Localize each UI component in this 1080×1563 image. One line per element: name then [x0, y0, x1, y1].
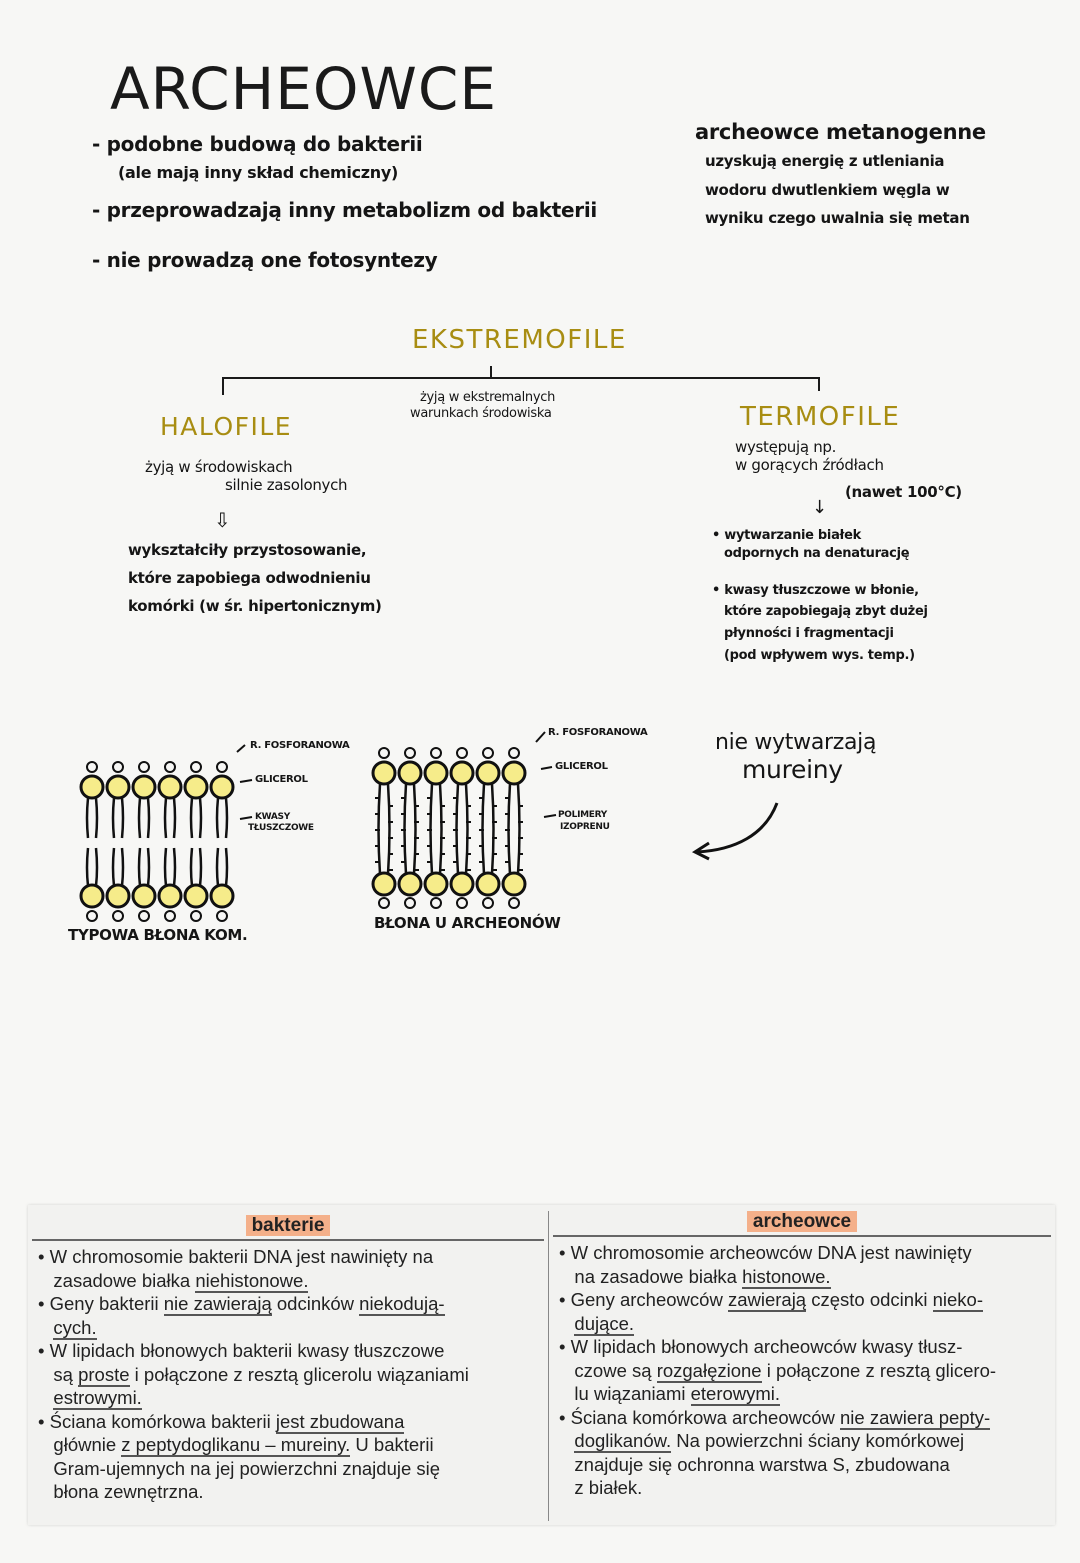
comparison-line — [559, 1453, 1049, 1477]
text-segment: • W chromosomie bakterii DNA jest nawinięty na — [38, 1246, 434, 1267]
comparison-line — [38, 1245, 542, 1269]
text-segment: • Ściana komórkowa archeowców — [559, 1406, 841, 1428]
termofile-bullet: • kwasy tłuszczowe w błonie, — [712, 583, 919, 598]
termofile-bullet: płynności i fragmentacji — [724, 626, 894, 641]
label-pointer-arrow — [240, 780, 252, 782]
phosphate-head — [113, 762, 123, 772]
comparison-line — [38, 1316, 542, 1340]
text-segment: • W lipidach błonowych archeowców kwasy tłusz- — [559, 1336, 963, 1357]
fatty-acid-tail — [191, 848, 201, 886]
tree-left-leg — [222, 377, 224, 395]
intro-bullet: - nie prowadzą one fotosyntezy — [92, 248, 438, 272]
comparison-line — [38, 1339, 542, 1363]
typical-label-fatty-acids: TŁUSZCZOWE — [248, 823, 314, 833]
text-segment: Na powierzchni ściany komórkowej — [671, 1430, 965, 1451]
glycerol-head — [185, 776, 207, 798]
text-segment: często odcinki — [806, 1289, 933, 1310]
archaeal-membrane-caption: BŁONA U ARCHEONÓW — [374, 914, 561, 932]
halofile-habitat: silnie zasolonych — [225, 476, 348, 494]
bakterie-header: bakterie — [246, 1215, 331, 1236]
label-pointer-arrow — [237, 745, 245, 752]
mureina-note: nie wytwarzają — [715, 730, 877, 755]
phosphate-head — [405, 898, 415, 908]
methyl-branch — [375, 862, 393, 870]
glycerol-head — [399, 873, 421, 895]
termofile-bullet: • wytwarzanie białek — [712, 528, 861, 543]
fatty-acid-tail — [217, 848, 227, 886]
archaeal-label-isoprene: POLIMERY — [558, 810, 607, 820]
glycerol-head — [503, 873, 525, 895]
comparison-line — [38, 1292, 542, 1316]
comparison-line — [559, 1359, 1049, 1383]
methyl-branch — [427, 862, 445, 870]
text-segment: i połączone z resztą glicerolu wiązaniami — [129, 1363, 469, 1385]
termofile-temp: (nawet 100°C) — [845, 483, 962, 501]
text-segment: Gram-ujemnych na jej powierzchni znajduje się — [38, 1457, 441, 1479]
label-pointer-arrow — [536, 732, 545, 742]
isoprene-chain — [379, 784, 390, 874]
text-segment: są — [38, 1363, 79, 1385]
phosphate-head — [431, 748, 441, 758]
intro-note: (ale mają inny skład chemiczny) — [118, 163, 399, 182]
text-segment: na zasadowe białka — [559, 1265, 743, 1287]
comparison-line — [559, 1265, 1049, 1289]
glycerol-head — [451, 873, 473, 895]
glycerol-head — [211, 776, 233, 798]
phosphate-head — [405, 748, 415, 758]
phosphate-head — [379, 748, 389, 758]
metanogenne-line: wyniku czego uwalnia się metan — [705, 209, 970, 227]
glycerol-head — [159, 776, 181, 798]
text-segment: U bakterii — [350, 1434, 434, 1455]
methyl-branch — [479, 862, 497, 870]
text-segment — [38, 1387, 53, 1408]
text-segment: odcinków — [271, 1293, 360, 1314]
text-segment: czowe są — [559, 1359, 657, 1381]
underlined-text: histonowe. — [742, 1265, 831, 1287]
phosphate-head — [483, 748, 493, 758]
underlined-text: cych. — [53, 1316, 97, 1338]
phosphate-head — [87, 911, 97, 921]
membrane-diagrams — [0, 720, 700, 960]
comparison-line — [559, 1429, 1049, 1453]
underlined-text: zawierają — [727, 1289, 807, 1310]
methyl-branch — [505, 862, 523, 870]
methyl-branch — [401, 862, 419, 870]
glycerol-head — [373, 762, 395, 784]
underlined-text: nieko- — [932, 1289, 983, 1310]
glycerol-head — [159, 885, 181, 907]
text-segment: • Geny bakterii — [38, 1293, 164, 1314]
underlined-text: niehistonowe. — [195, 1269, 309, 1291]
fatty-acid-tail — [165, 798, 175, 838]
comparison-line — [38, 1386, 542, 1410]
underlined-text: eterowymi. — [690, 1383, 781, 1404]
glycerol-head — [81, 885, 103, 907]
comparison-line — [38, 1480, 542, 1504]
text-segment: znajduje się ochronna warstwa S, zbudowana — [559, 1453, 950, 1475]
text-segment — [559, 1313, 574, 1334]
phosphate-head — [165, 762, 175, 772]
halofile-adaptation: wykształciły przystosowanie, — [128, 541, 367, 559]
glycerol-head — [211, 885, 233, 907]
phosphate-head — [191, 762, 201, 772]
phosphate-head — [457, 898, 467, 908]
fatty-acid-tail — [113, 848, 123, 886]
isoprene-chain — [509, 784, 520, 874]
archaeal-label-glycerol: GLICEROL — [555, 761, 608, 772]
archaeal-label-phosphate: R. FOSFORANOWA — [548, 727, 648, 738]
halofile-adaptation: komórki (w śr. hipertonicznym) — [128, 597, 382, 615]
phosphate-head — [113, 911, 123, 921]
underlined-text: jest zbudowana — [275, 1410, 405, 1432]
underlined-text: estrowymi. — [53, 1387, 142, 1408]
comparison-line — [559, 1382, 1049, 1406]
bakterie-list — [38, 1245, 542, 1504]
label-pointer-arrow — [541, 767, 552, 769]
ekstremofile-description: żyją w ekstremalnych — [420, 390, 556, 405]
termofile-habitat: w gorących źródłach — [735, 456, 884, 474]
curved-arrow-icon — [685, 795, 795, 865]
text-segment: i połączone z resztą glicero- — [761, 1359, 997, 1381]
text-segment: zasadowe białka — [38, 1269, 196, 1291]
comparison-line — [38, 1433, 542, 1457]
phosphate-head — [379, 898, 389, 908]
tree-right-leg — [818, 377, 820, 391]
phosphate-head — [191, 911, 201, 921]
comparison-line — [38, 1363, 542, 1387]
termofile-habitat: występują np. — [735, 438, 837, 456]
termofile-heading: TERMOFILE — [740, 402, 901, 432]
header-rule — [32, 1239, 544, 1241]
metanogenne-line: wodoru dwutlenkiem węgla w — [705, 181, 950, 199]
underlined-text: z peptydoglikanu – mureiny. — [121, 1434, 351, 1455]
phosphate-head — [431, 898, 441, 908]
glycerol-head — [107, 885, 129, 907]
text-segment: • Ściana komórkowa bakterii — [38, 1410, 276, 1432]
arrow-down-icon: ↓ — [812, 497, 827, 518]
fatty-acid-tail — [165, 848, 175, 886]
text-segment: błona zewnętrzna. — [38, 1481, 204, 1502]
halofile-heading: HALOFILE — [160, 412, 293, 441]
text-segment: • W lipidach błonowych bakterii kwasy tłuszczowe — [38, 1340, 445, 1361]
text-segment — [559, 1430, 574, 1451]
glycerol-head — [477, 873, 499, 895]
halofile-adaptation: które zapobiega odwodnieniu — [128, 569, 371, 587]
underlined-text: nie zawiera pepty- — [840, 1406, 991, 1428]
fatty-acid-tail — [217, 798, 227, 838]
termofile-bullet: które zapobiegają zbyt dużej — [724, 604, 928, 619]
termofile-bullet: odpornych na denaturację — [724, 546, 910, 561]
phosphate-head — [509, 898, 519, 908]
text-segment: • Geny archeowców — [559, 1289, 728, 1310]
fatty-acid-tail — [87, 798, 97, 838]
text-segment: lu wiązaniami — [559, 1383, 691, 1404]
typical-label-fatty-acids: KWASY — [255, 812, 290, 822]
fatty-acid-tail — [87, 848, 97, 886]
underlined-text: proste — [78, 1363, 130, 1385]
phosphate-head — [483, 898, 493, 908]
halofile-habitat: żyją w środowiskach — [145, 458, 293, 476]
glycerol-head — [185, 885, 207, 907]
ekstremofile-heading: EKSTREMOFILE — [412, 325, 627, 355]
metanogenne-heading: archeowce metanogenne — [695, 120, 986, 144]
mureina-note: mureiny — [742, 755, 843, 784]
glycerol-head — [399, 762, 421, 784]
underlined-text: dujące. — [574, 1312, 635, 1334]
comparison-line — [38, 1410, 542, 1434]
comparison-line — [38, 1457, 542, 1481]
typical-membrane-diagram — [81, 762, 233, 921]
glycerol-head — [425, 873, 447, 895]
archaeal-label-isoprene: IZOPRENU — [560, 822, 610, 832]
glycerol-head — [477, 762, 499, 784]
isoprene-chain — [405, 784, 416, 874]
tree-branch — [222, 377, 820, 379]
comparison-line — [559, 1406, 1049, 1430]
phosphate-head — [139, 762, 149, 772]
phosphate-head — [217, 762, 227, 772]
phosphate-head — [165, 911, 175, 921]
glycerol-head — [133, 885, 155, 907]
comparison-line — [559, 1288, 1049, 1312]
archaeal-membrane-diagram — [373, 748, 525, 908]
text-segment: z białek. — [559, 1477, 643, 1498]
text-segment — [38, 1317, 53, 1338]
fatty-acid-tail — [113, 798, 123, 838]
phosphate-head — [217, 911, 227, 921]
typical-membrane-caption: TYPOWA BŁONA KOM. — [68, 926, 248, 944]
isoprene-chain — [483, 784, 494, 874]
underlined-text: rozgałęzione — [656, 1359, 762, 1381]
phosphate-head — [509, 748, 519, 758]
text-segment: • W chromosomie archeowców DNA jest nawinięty — [559, 1242, 972, 1263]
phosphate-head — [87, 762, 97, 772]
typical-label-phosphate: R. FOSFORANOWA — [250, 740, 350, 751]
archeowce-header: archeowce — [747, 1211, 857, 1232]
phosphate-head — [457, 748, 467, 758]
fatty-acid-tail — [139, 848, 149, 886]
page-title: ARCHEOWCE — [110, 55, 497, 123]
comparison-line — [559, 1335, 1049, 1359]
comparison-line — [559, 1312, 1049, 1336]
phosphate-head — [139, 911, 149, 921]
isoprene-chain — [457, 784, 468, 874]
intro-bullet: - przeprowadzają inny metabolizm od bakterii — [92, 198, 597, 222]
typical-label-glycerol: GLICEROL — [255, 774, 308, 785]
glycerol-head — [373, 873, 395, 895]
underlined-text: niekodują- — [359, 1293, 445, 1314]
glycerol-head — [503, 762, 525, 784]
metanogenne-line: uzyskują energię z utleniania — [705, 152, 945, 170]
comparison-line — [559, 1476, 1049, 1500]
glycerol-head — [133, 776, 155, 798]
glycerol-head — [81, 776, 103, 798]
glycerol-head — [107, 776, 129, 798]
fatty-acid-tail — [191, 798, 201, 838]
glycerol-head — [451, 762, 473, 784]
archeowce-column — [549, 1205, 1055, 1525]
fatty-acid-tail — [139, 798, 149, 838]
archeowce-list — [559, 1241, 1049, 1500]
label-pointer-arrow — [544, 815, 556, 817]
underlined-text: nie zawierają — [163, 1293, 272, 1314]
ekstremofile-description: warunkach środowiska — [410, 406, 552, 421]
termofile-bullet: (pod wpływem wys. temp.) — [724, 648, 915, 663]
underlined-text: doglikanów. — [574, 1430, 672, 1451]
text-segment: głównie — [38, 1434, 122, 1455]
isoprene-chain — [431, 784, 442, 874]
header-rule — [553, 1235, 1051, 1237]
comparison-table — [28, 1205, 1055, 1525]
comparison-line — [559, 1241, 1049, 1265]
bakterie-column — [28, 1205, 548, 1525]
intro-bullet: - podobne budową do bakterii — [92, 132, 423, 156]
double-arrow-down-icon: ⇩ — [214, 508, 231, 532]
comparison-line — [38, 1269, 542, 1293]
methyl-branch — [453, 862, 471, 870]
label-pointer-arrow — [240, 817, 252, 819]
glycerol-head — [425, 762, 447, 784]
